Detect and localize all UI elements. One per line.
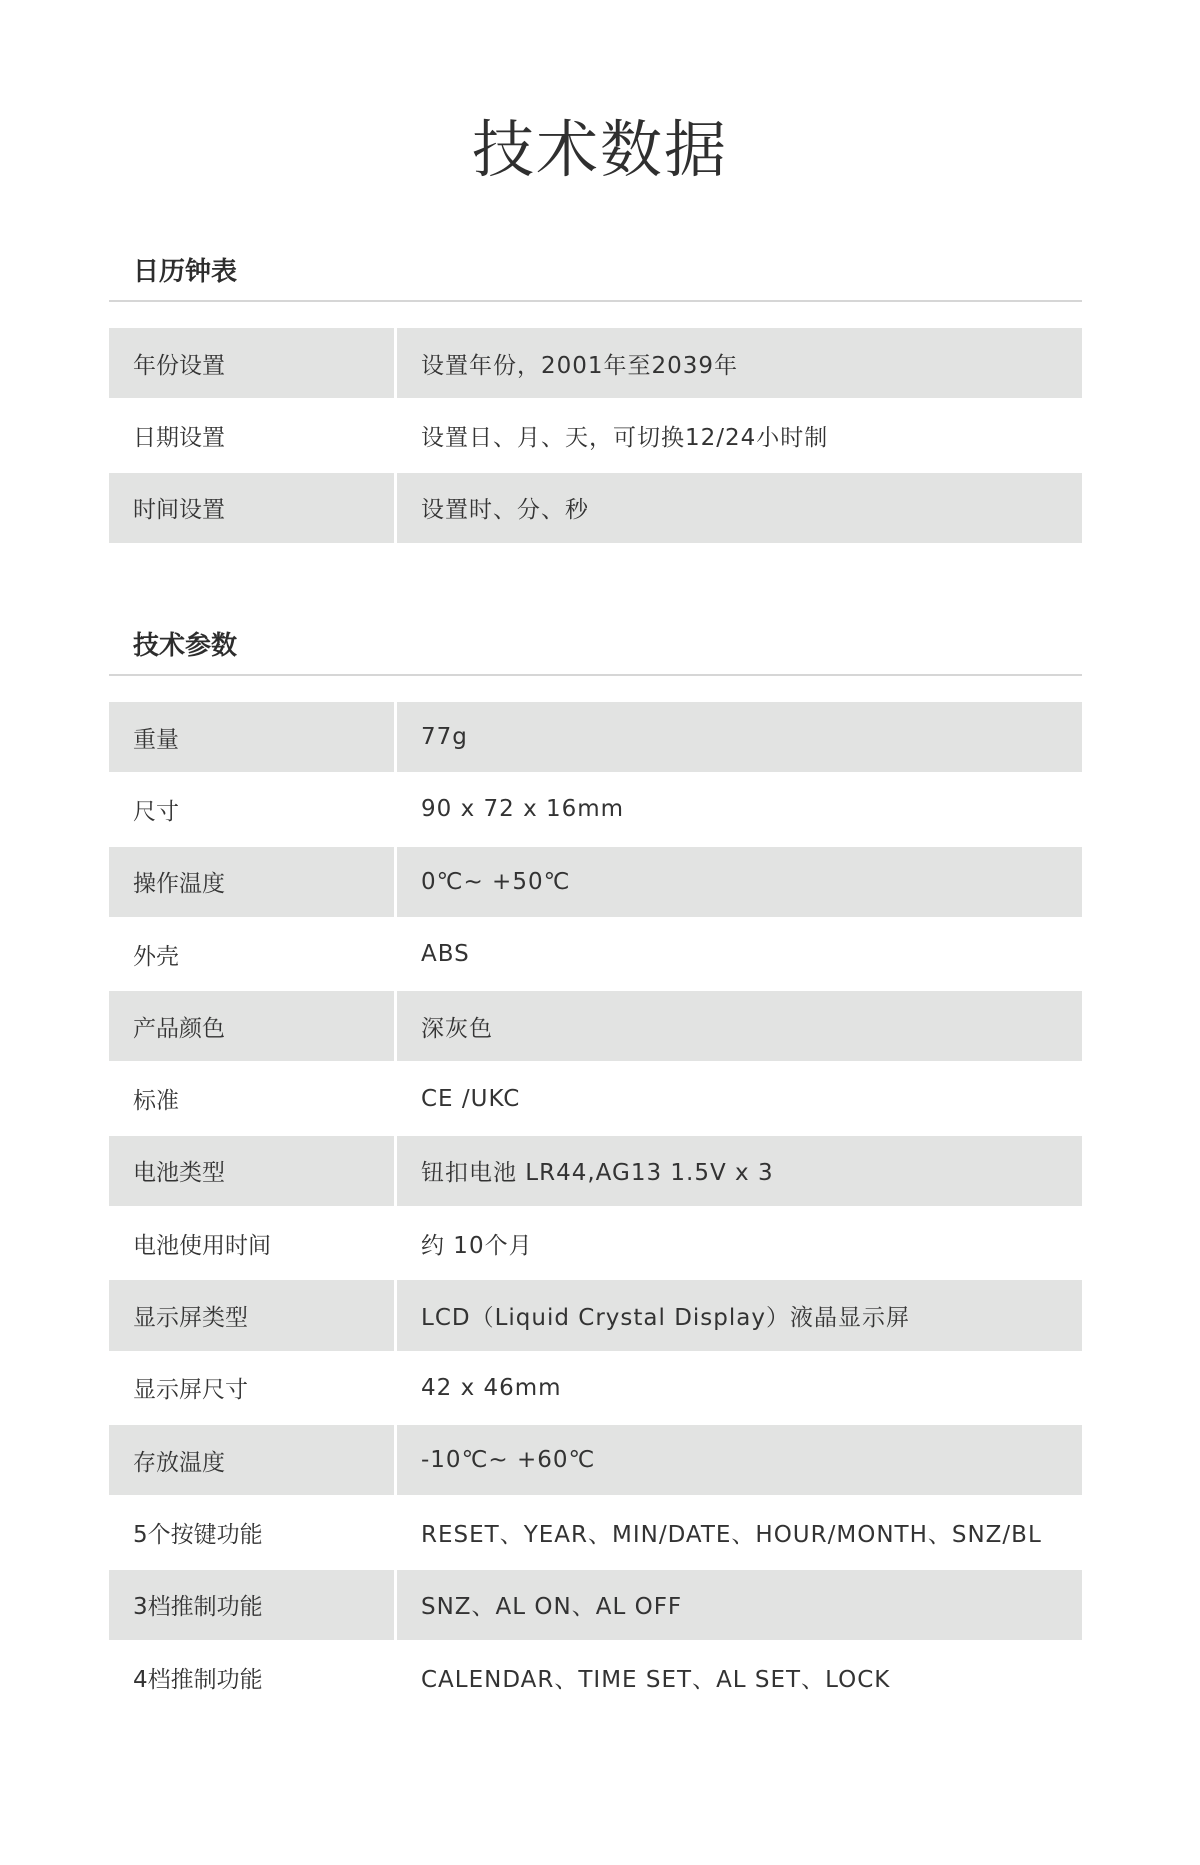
- row-label: 显示屏尺寸: [109, 1353, 397, 1423]
- row-label: 3档推制功能: [109, 1570, 397, 1640]
- row-value: 钮扣电池 LR44,AG13 1.5V x 3: [421, 1160, 774, 1187]
- row-value: 42 x 46mm: [421, 1374, 562, 1401]
- row-value: CE /UKC: [421, 1085, 521, 1112]
- row-value: 0℃~ +50℃: [421, 868, 571, 895]
- row-value: ABS: [421, 941, 470, 968]
- row-label: 电池类型: [109, 1136, 397, 1206]
- table-row: [109, 774, 1082, 844]
- tech-table: [109, 702, 1082, 1712]
- row-label: 4档推制功能: [109, 1642, 397, 1712]
- section-title-calendar: 日历钟表: [109, 244, 1082, 302]
- row-label: 产品颜色: [109, 991, 397, 1061]
- row-label: 外壳: [109, 919, 397, 989]
- row-value: -10℃~ +60℃: [421, 1447, 596, 1474]
- page-title: 技术数据: [471, 113, 728, 186]
- calendar-table: [109, 328, 1082, 543]
- row-label: 显示屏类型: [109, 1280, 397, 1350]
- table-row: [109, 1642, 1082, 1712]
- row-value: LCD（Liquid Crystal Display）液晶显示屏: [421, 1305, 910, 1332]
- section-title-tech: 技术参数: [109, 618, 1082, 676]
- row-value: RESET、YEAR、MIN/DATE、HOUR/MONTH、SNZ/BL: [421, 1521, 1042, 1548]
- row-value: 90 x 72 x 16mm: [421, 796, 625, 823]
- table-row: [109, 1425, 1082, 1495]
- row-value: 约 10个月: [421, 1232, 533, 1259]
- row-value: 设置年份，2001年至2039年: [421, 352, 739, 379]
- table-row: [109, 1570, 1082, 1640]
- row-value: 设置日、月、天，可切换12/24小时制: [421, 424, 829, 451]
- table-row: [109, 919, 1082, 989]
- row-value: CALENDAR、TIME SET、AL SET、LOCK: [421, 1666, 891, 1693]
- table-row: [109, 400, 1082, 470]
- row-label: 标准: [109, 1063, 397, 1133]
- table-row: [109, 702, 1082, 772]
- table-row: [109, 1497, 1082, 1567]
- table-row: [109, 1280, 1082, 1350]
- row-value: 77g: [421, 724, 468, 751]
- table-row: [109, 1208, 1082, 1278]
- row-label: 5个按键功能: [109, 1497, 397, 1567]
- table-row: [109, 1353, 1082, 1423]
- row-label: 存放温度: [109, 1425, 397, 1495]
- row-label: 年份设置: [109, 328, 397, 398]
- row-label: 尺寸: [109, 774, 397, 844]
- table-row: [109, 328, 1082, 398]
- table-row: [109, 847, 1082, 917]
- row-label: 重量: [109, 702, 397, 772]
- row-label: 日期设置: [109, 400, 397, 470]
- row-value: 深灰色: [421, 1015, 493, 1042]
- table-row: [109, 1063, 1082, 1133]
- row-label: 操作温度: [109, 847, 397, 917]
- row-label: 时间设置: [109, 473, 397, 543]
- tech-section: [109, 618, 1082, 1714]
- table-row: [109, 991, 1082, 1061]
- table-row: [109, 473, 1082, 543]
- row-label: 电池使用时间: [109, 1208, 397, 1278]
- table-row: [109, 1136, 1082, 1206]
- row-value: SNZ、AL ON、AL OFF: [421, 1594, 683, 1621]
- calendar-section: [109, 244, 1082, 545]
- row-value: 设置时、分、秒: [421, 497, 589, 524]
